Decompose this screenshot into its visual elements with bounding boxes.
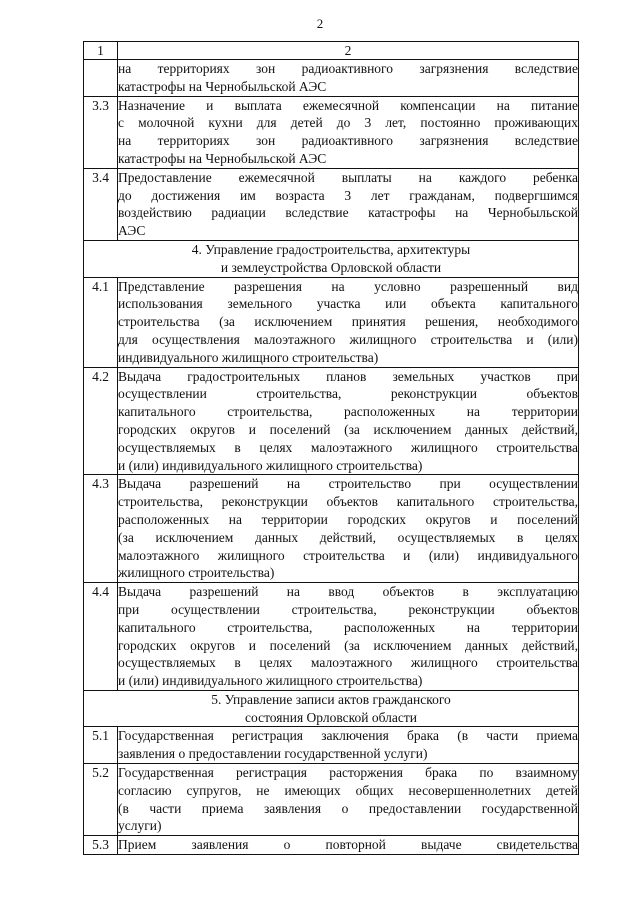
service-description-line: строительства, реконструкции объектов капитального строительства, [118, 494, 578, 510]
service-description-line: расположенных на территории городских округов и поселений [118, 511, 578, 527]
service-description-line: жилищного строительства) [118, 565, 275, 581]
service-description-line: малоэтажного жилищного строительства и (или) индивидуального [118, 547, 578, 563]
service-description-line: (за исключением данных действий, осуществляемых в целях [118, 529, 578, 545]
service-description-line: на территориях зон радиоактивного загрязнения вследствие [118, 61, 578, 76]
service-description [118, 277, 579, 367]
column-header-row [84, 42, 579, 60]
page-number: 2 [316, 16, 324, 31]
service-description-line: осуществляемых в целях малоэтажного жилищного строительства [118, 439, 578, 455]
column-header-service: 2 [118, 42, 579, 60]
service-row [84, 96, 579, 168]
service-description-line: индивидуального жилищного строительства) [118, 349, 379, 365]
service-description [118, 475, 579, 583]
service-description-line: Представление разрешения на условно разрешенный вид [118, 278, 578, 294]
service-description-line: при осуществлении строительства, реконструкции объектов [118, 601, 578, 617]
service-description-line: Выдача градостроительных планов земельных участков при [118, 368, 578, 384]
service-description-line: и (или) индивидуального жилищного строительства) [118, 673, 423, 689]
service-number [84, 60, 118, 97]
service-description-line: Государственная регистрация расторжения брака по взаимному [118, 765, 578, 781]
section-title-line: состояния Орловской области [245, 709, 417, 725]
service-number: 4.1 [84, 277, 118, 367]
column-header-number: 1 [84, 42, 118, 60]
section-header-row [84, 690, 579, 727]
service-description [118, 727, 579, 764]
service-row [84, 727, 579, 764]
service-number: 4.4 [84, 583, 118, 691]
service-description-line: АЭС [118, 223, 146, 239]
service-description-line: осуществлении строительства, реконструкции объектов [118, 386, 578, 402]
section-title [84, 240, 579, 277]
service-description-line: Предоставление ежемесячной выплаты на каждого ребенка [118, 169, 578, 185]
service-number: 5.1 [84, 727, 118, 764]
service-row [84, 764, 579, 836]
service-description [118, 836, 579, 855]
service-row [84, 583, 579, 691]
service-description-line: (в части приема заявления о предоставлении государственной [118, 800, 578, 816]
service-description [118, 367, 579, 475]
service-description-line: Выдача разрешений на строительство при осуществлении [118, 476, 578, 492]
service-description-line: Назначение и выплата ежемесячной компенсации на питание [118, 97, 578, 113]
section-title-line: и землеустройства Орловской области [220, 259, 442, 275]
service-description-line: капитального строительства, расположенных на территории [118, 619, 578, 635]
service-description-line: для осуществления малоэтажного жилищного строительства и (или) [118, 331, 578, 347]
service-row [84, 475, 579, 583]
service-description-line: с молочной кухни для детей до 3 лет, постоянно проживающих [118, 115, 578, 131]
service-row [84, 836, 579, 855]
services-table-body [84, 42, 579, 855]
service-description-line: городских округов и поселений (за исключением данных действий, [118, 637, 578, 653]
service-description-line: услуги) [118, 818, 162, 834]
service-description-line: на территориях зон радиоактивного загрязнения вследствие [118, 133, 578, 149]
service-description-line: согласию супругов, не имеющих общих несовершеннолетних детей [118, 782, 578, 798]
service-description [118, 583, 579, 691]
service-description-line: капитального строительства, расположенных на территории [118, 404, 578, 420]
section-title-line: 5. Управление записи актов гражданского [211, 691, 451, 707]
service-description-line: Государственная регистрация заключения брака (в части приема [118, 728, 578, 744]
service-description-line: Выдача разрешений на ввод объектов в эксплуатацию [118, 584, 578, 600]
service-description-line: катастрофы на Чернобыльской АЭС [118, 78, 327, 94]
section-title [84, 690, 579, 727]
services-table [83, 41, 579, 855]
service-row [84, 60, 579, 97]
service-description-line: катастрофы на Чернобыльской АЭС [118, 150, 327, 166]
service-description-line: использования земельного участка или объекта капитального [118, 296, 578, 312]
service-description-line: заявления о предоставлении государственной услуги) [118, 746, 428, 762]
service-description [118, 168, 579, 240]
service-row [84, 277, 579, 367]
section-title-line: 4. Управление градостроительства, архитектуры [191, 241, 471, 257]
service-number: 3.4 [84, 168, 118, 240]
service-description-line: воздействию радиации вследствие катастрофы на Чернобыльской [118, 205, 578, 221]
service-description-line: и (или) индивидуального жилищного строительства) [118, 457, 423, 473]
service-description-line: строительства (за исключением принятия решения, необходимого [118, 314, 578, 330]
service-number: 3.3 [84, 96, 118, 168]
service-number: 4.3 [84, 475, 118, 583]
service-row [84, 168, 579, 240]
service-description [118, 764, 579, 836]
service-description-line: Прием заявления о повторной выдаче свидетельства [118, 837, 578, 853]
service-description-line: городских округов и поселений (за исключением данных действий, [118, 421, 578, 437]
service-number: 4.2 [84, 367, 118, 475]
service-row [84, 367, 579, 475]
section-header-row [84, 240, 579, 277]
service-description [118, 60, 579, 97]
service-number: 5.2 [84, 764, 118, 836]
service-description-line: до достижения им возраста 3 лет гражданам, подвергшимся [118, 187, 578, 203]
service-description [118, 96, 579, 168]
service-description-line: осуществляемых в целях малоэтажного жилищного строительства [118, 655, 578, 671]
service-number: 5.3 [84, 836, 118, 855]
